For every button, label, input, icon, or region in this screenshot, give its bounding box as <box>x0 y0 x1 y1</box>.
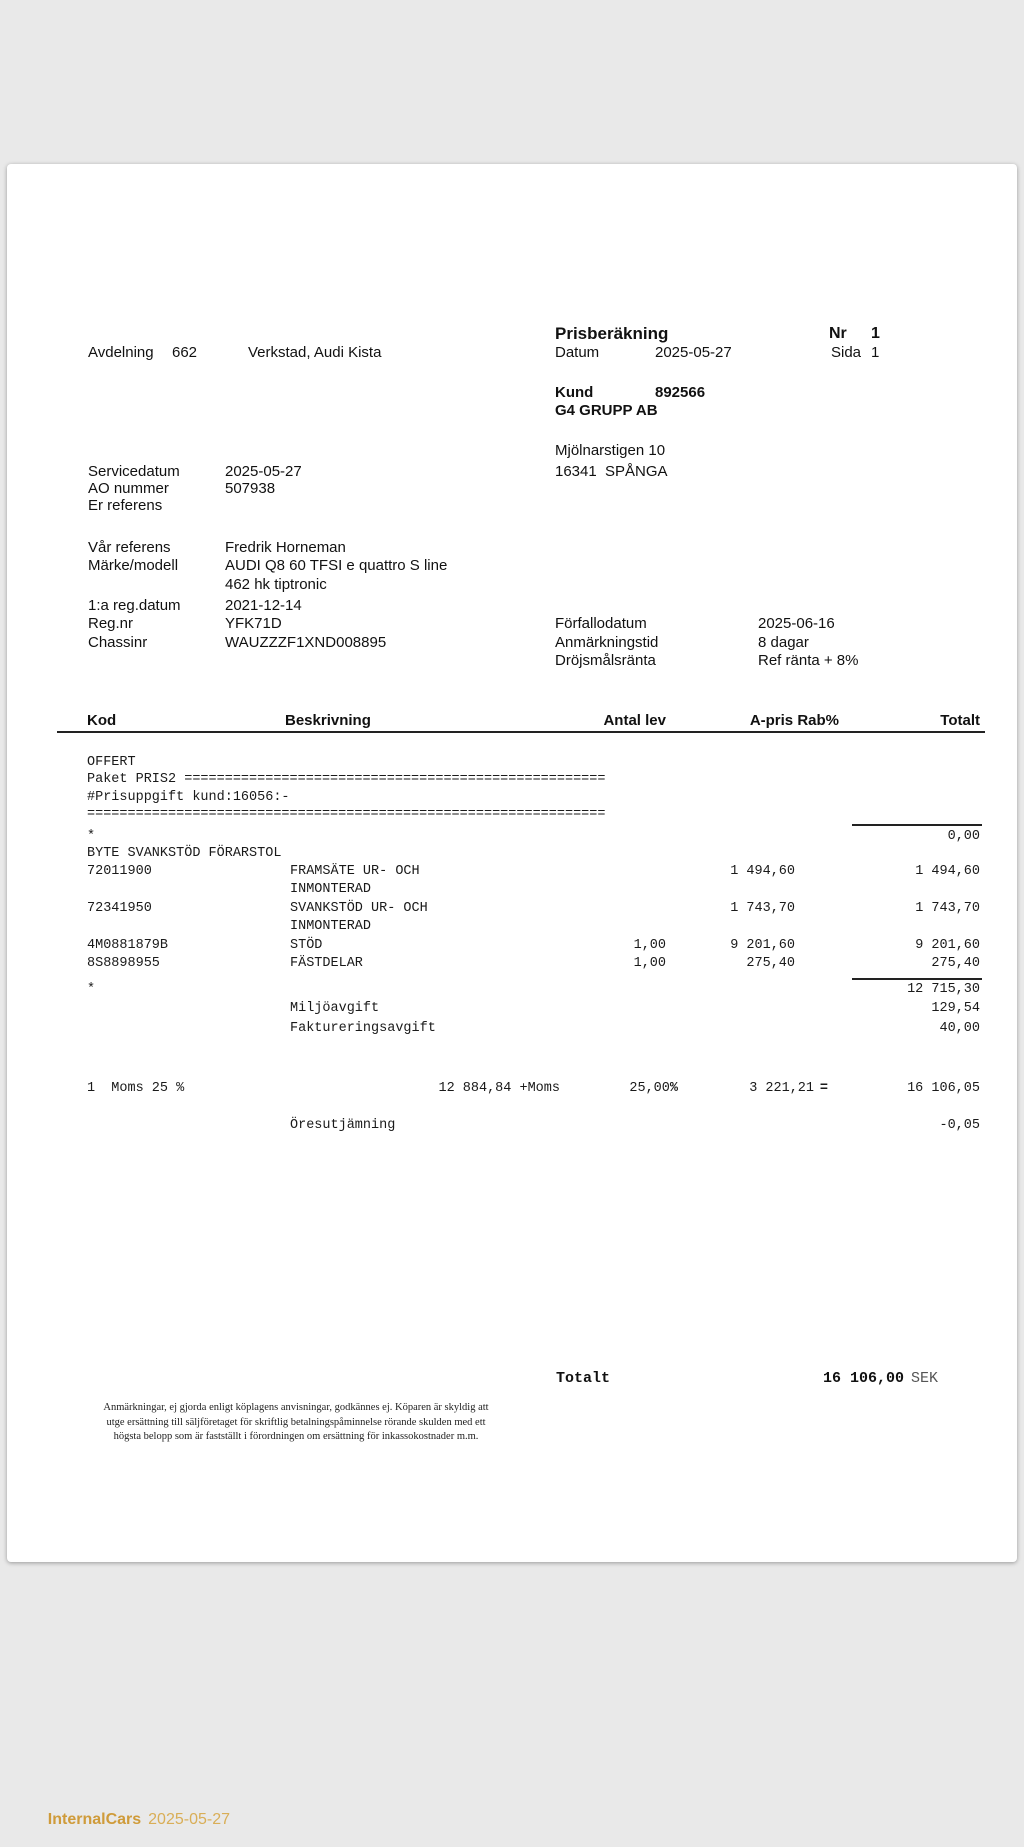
paket-line: Paket PRIS2 ==================================================== <box>87 772 606 787</box>
datum-label: Datum <box>555 344 600 361</box>
offert-line: OFFERT <box>87 755 136 770</box>
terms-line: utge ersättning till säljföretaget för skriftlig betalningspåminnelse rörande skulden med ett <box>106 1416 486 1428</box>
row-desc: FÄSTDELAR <box>290 956 363 971</box>
subtotal-star: * <box>87 982 96 997</box>
page-title: Prisberäkning <box>555 324 669 343</box>
var-referens-value: Fredrik Horneman <box>225 539 346 556</box>
star-total: 0,00 <box>947 829 980 844</box>
grand-total-value: 16 106,00 <box>822 1370 904 1387</box>
drojsmalsranta-value: Ref ränta + 8% <box>758 652 859 669</box>
servicedatum-label: Servicedatum <box>88 463 180 480</box>
row-kod: 72011900 <box>87 864 152 879</box>
row-apris: 275,40 <box>746 956 795 971</box>
row-totalt: 9 201,60 <box>915 938 980 953</box>
footer-date: 2025-05-27 <box>148 1811 230 1828</box>
moms-prefix: 1 Moms 25 % <box>87 1081 185 1096</box>
row-kod: 72341950 <box>87 901 152 916</box>
drojsmalsranta-label: Dröjsmålsränta <box>555 652 656 669</box>
currency-code: SEK <box>910 1370 938 1387</box>
faktureringsavgift-value: 40,00 <box>939 1021 980 1036</box>
row-desc-cont: INMONTERAD <box>290 919 372 934</box>
regnr-value: YFK71D <box>225 615 282 632</box>
moms-total: 16 106,05 <box>907 1081 980 1096</box>
avdelning-value: 662 <box>172 344 198 361</box>
moms-base: 12 884,84 +Moms <box>438 1081 560 1096</box>
chassinr-value: WAUZZZF1XND008895 <box>225 634 387 651</box>
moms-rate-value: 25,00 <box>629 1081 670 1096</box>
customer-street: Mjölnarstigen 10 <box>555 442 666 459</box>
forfallodatum-label: Förfallodatum <box>555 615 647 632</box>
row-totalt: 1 743,70 <box>915 901 980 916</box>
kund-label: Kund <box>555 384 594 401</box>
row-antal: 1,00 <box>633 956 666 971</box>
anmarkningstid-label: Anmärkningstid <box>555 634 659 651</box>
row-apris: 9 201,60 <box>730 938 795 953</box>
terms-line: Anmärkningar, ej gjorda enligt köplagens anvisningar, godkännes ej. Köparen är skyldig att <box>103 1402 489 1413</box>
grand-total-label: Totalt <box>556 1370 611 1387</box>
anmarkningstid-value: 8 dagar <box>758 634 809 651</box>
row-desc: STÖD <box>290 938 323 953</box>
subtotal-value: 12 715,30 <box>907 982 980 997</box>
row-apris: 1 743,70 <box>730 901 795 916</box>
footer-bar <box>30 1793 230 1847</box>
marke-modell-value: AUDI Q8 60 TFSI e quattro S line <box>225 557 448 574</box>
grand-total <box>823 1370 938 1387</box>
row-desc-cont: INMONTERAD <box>290 882 372 897</box>
row-desc: FRAMSÄTE UR- OCH <box>290 864 420 879</box>
datum-value: 2025-05-27 <box>655 344 732 361</box>
var-referens-label: Vår referens <box>88 539 171 556</box>
row-antal: 1,00 <box>633 938 666 953</box>
moms-amount: 3 221,21 <box>749 1081 814 1096</box>
subtotal-divider-top <box>852 824 982 826</box>
separator-line: ================================================================ <box>87 807 606 822</box>
col-header-antal-lev: Antal lev <box>603 712 666 729</box>
col-header-beskrivning: Beskrivning <box>285 712 371 729</box>
prisuppgift-line: #Prisuppgift kund:16056:- <box>87 790 290 805</box>
moms-rate <box>629 1081 678 1097</box>
row-totalt: 1 494,60 <box>915 864 980 879</box>
oresutjamning-label: Öresutjämning <box>290 1118 396 1133</box>
nr-label: Nr <box>829 325 847 342</box>
servicedatum-value: 2025-05-27 <box>225 463 302 480</box>
customer-city: 16341 SPÅNGA <box>555 463 668 480</box>
section-title: BYTE SVANKSTÖD FÖRARSTOL <box>87 846 282 861</box>
row-apris: 1 494,60 <box>730 864 795 879</box>
regnr-label: Reg.nr <box>88 615 134 632</box>
miljoavgift-label: Miljöavgift <box>290 1001 380 1016</box>
ao-nummer-label: AO nummer <box>88 480 169 497</box>
regdatum-value: 2021-12-14 <box>225 597 302 614</box>
avdelning-label: Avdelning <box>88 344 154 361</box>
sida-label: Sida <box>831 344 862 361</box>
customer-name: G4 GRUPP AB <box>555 402 658 419</box>
chassinr-label: Chassinr <box>88 634 148 651</box>
col-header-apris-rab: A-pris Rab% <box>749 712 839 729</box>
row-kod: 4M0881879B <box>87 938 169 953</box>
star-marker: * <box>87 829 96 844</box>
forfallodatum-value: 2025-06-16 <box>758 615 835 632</box>
internalcars-link[interactable]: InternalCars <box>47 1811 142 1828</box>
equals-sign: = <box>819 1081 828 1096</box>
kund-number: 892566 <box>655 384 706 401</box>
ao-nummer-value: 507938 <box>225 480 276 497</box>
marke-modell-label: Märke/modell <box>88 557 179 574</box>
col-header-kod: Kod <box>87 712 117 729</box>
nr-value: 1 <box>871 325 880 342</box>
regdatum-label: 1:a reg.datum <box>88 597 181 614</box>
subtotal-divider-bottom <box>852 978 982 980</box>
col-header-totalt: Totalt <box>940 712 980 729</box>
terms-line: högsta belopp som är fastställt i förordningen om ersättning för inkassokostnader m.m. <box>113 1431 479 1443</box>
faktureringsavgift-label: Faktureringsavgift <box>290 1021 436 1036</box>
row-totalt: 275,40 <box>931 956 980 971</box>
terms-fine-print <box>72 1401 520 1445</box>
sida-value: 1 <box>871 344 880 361</box>
er-referens-label: Er referens <box>88 497 163 514</box>
row-kod: 8S8898955 <box>87 956 160 971</box>
row-desc: SVANKSTÖD UR- OCH <box>290 901 428 916</box>
header-divider <box>57 731 985 733</box>
workshop-name: Verkstad, Audi Kista <box>248 344 382 361</box>
oresutjamning-value: -0,05 <box>939 1118 980 1133</box>
marke-modell-value2: 462 hk tiptronic <box>225 576 327 593</box>
percent-sign: % <box>669 1081 678 1096</box>
miljoavgift-value: 129,54 <box>931 1001 980 1016</box>
invoice-sheet <box>7 164 1017 1562</box>
